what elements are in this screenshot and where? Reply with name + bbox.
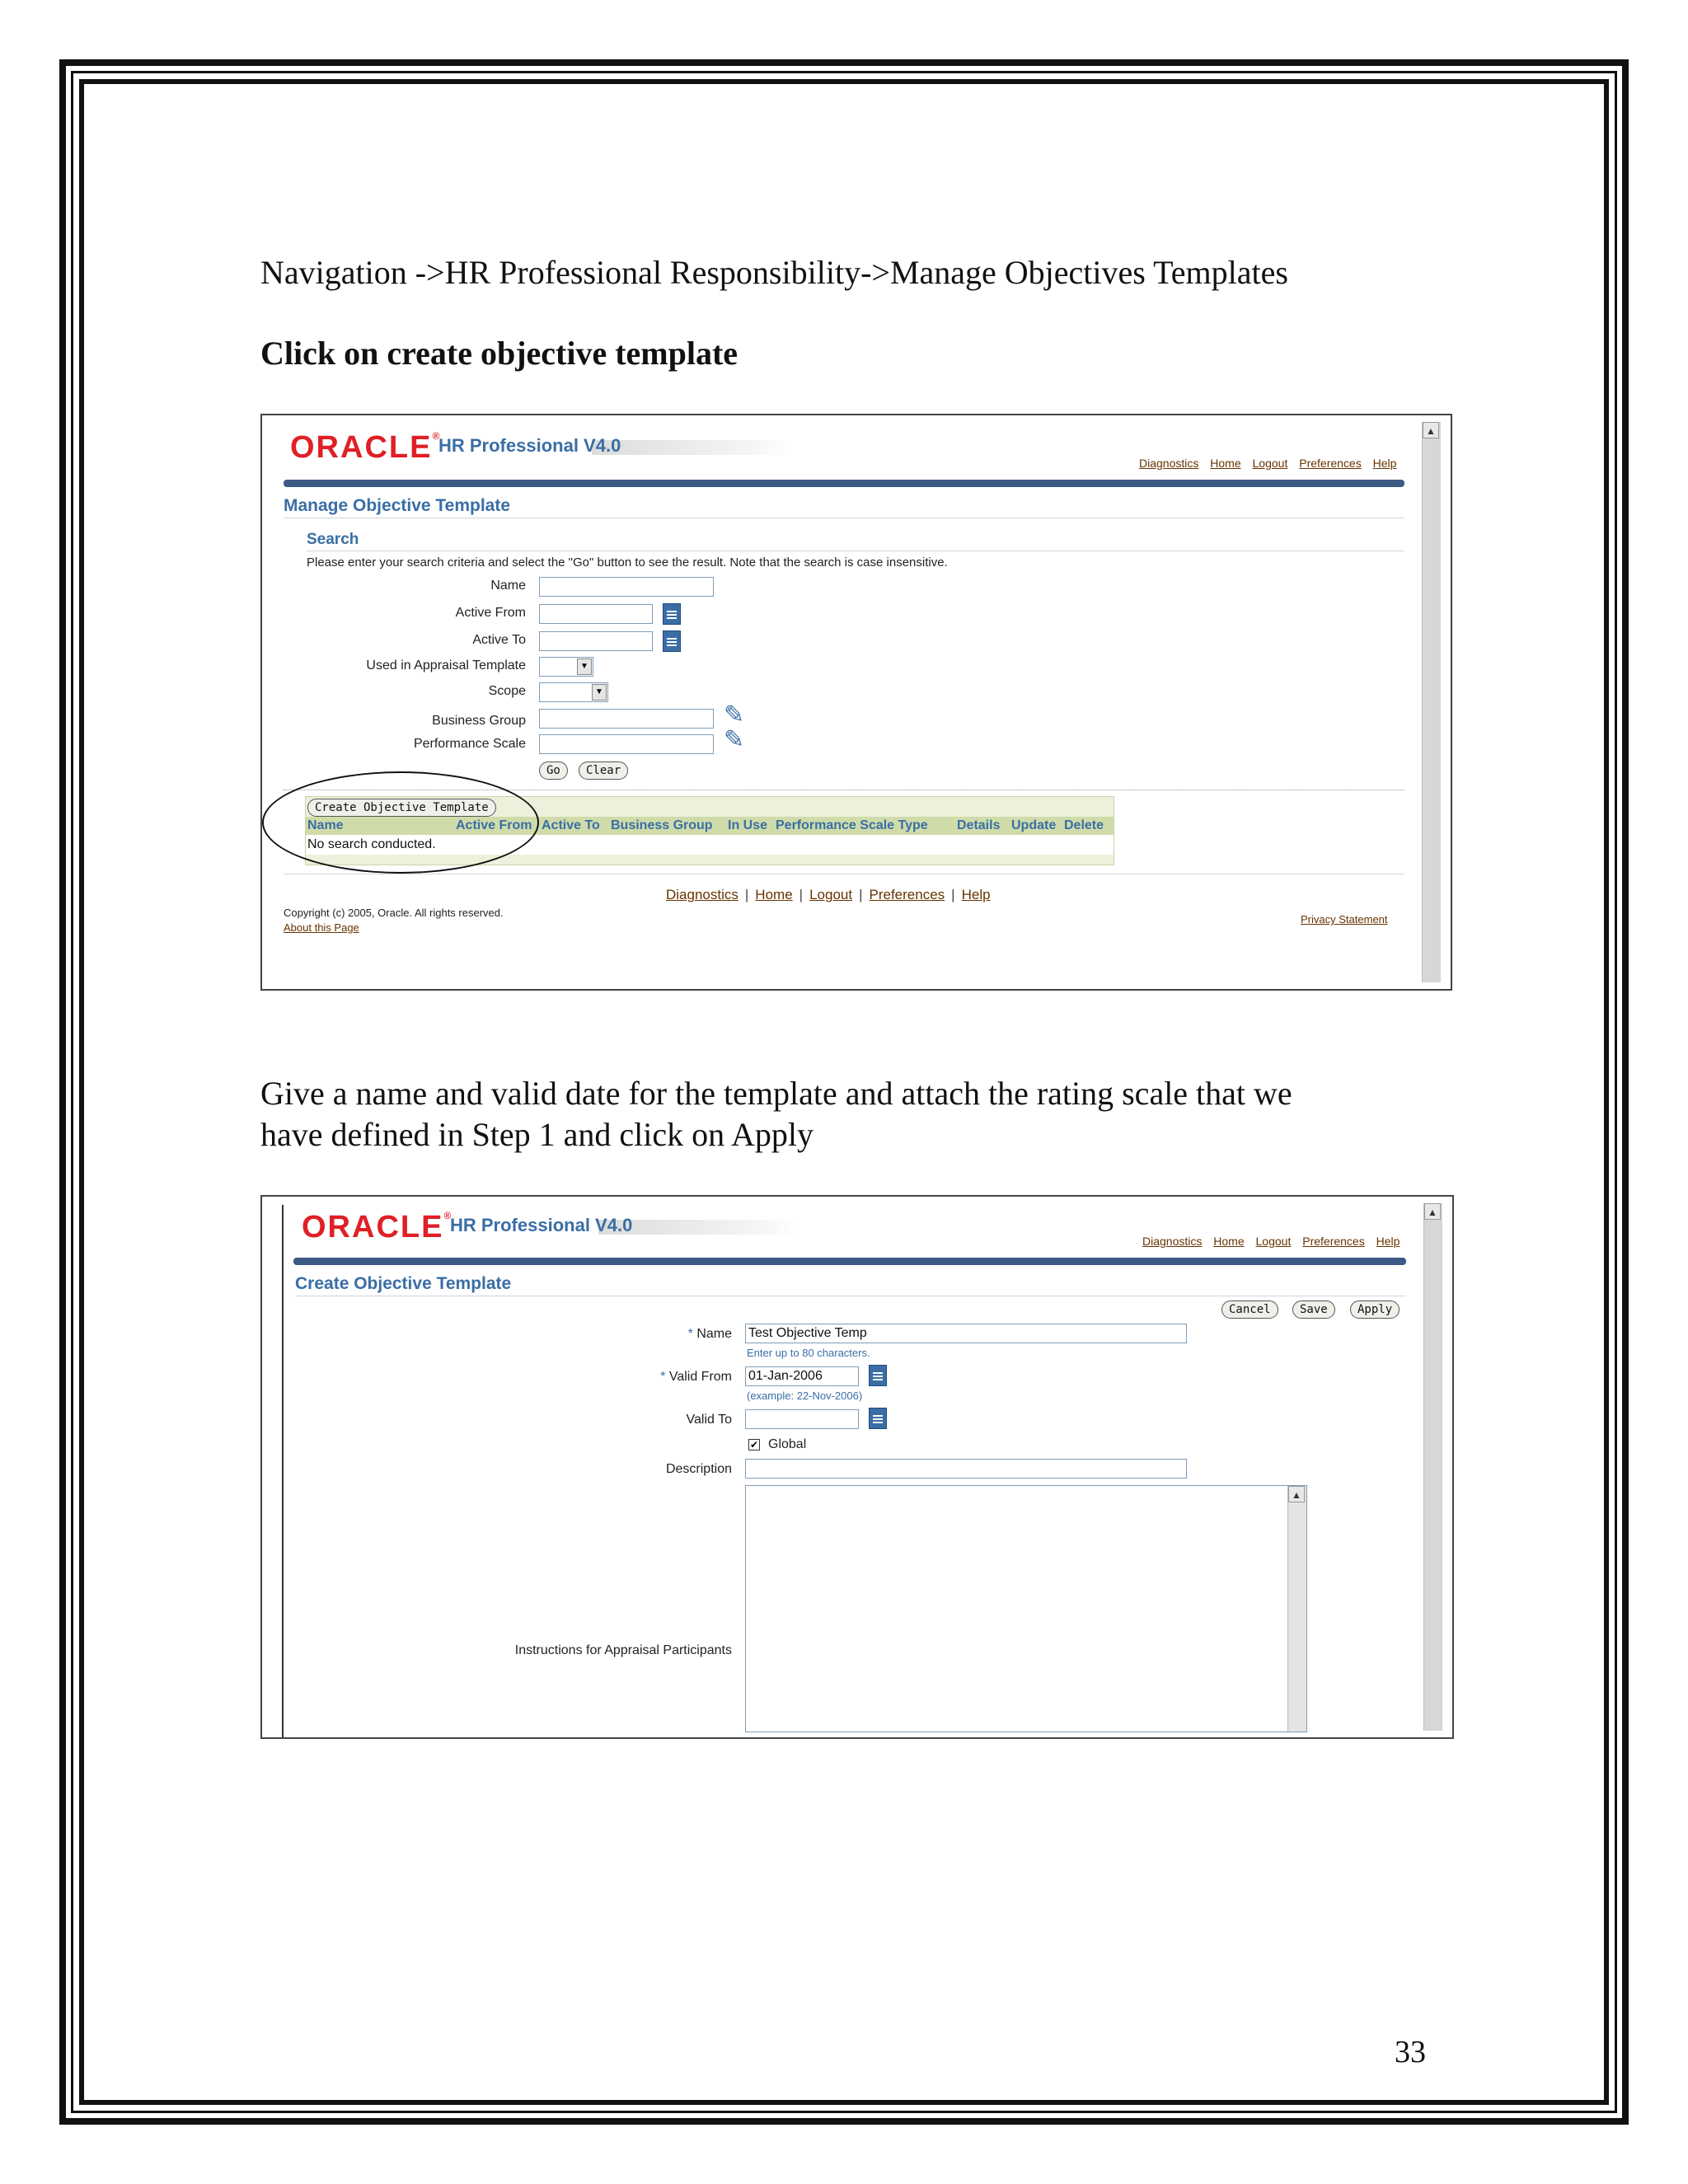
footer-links: Diagnostics | Home | Logout | Preferences | Help <box>666 887 991 902</box>
help-link[interactable]: Help <box>1376 1235 1400 1248</box>
search-section-title: Search <box>307 531 359 548</box>
global-label: Global <box>768 1437 807 1451</box>
page-title: Manage Objective Template <box>284 496 511 515</box>
clear-button[interactable]: Clear <box>579 762 628 780</box>
textarea-scrollbar[interactable] <box>1287 1486 1306 1732</box>
step-heading-create-template: Click on create objective template <box>260 335 738 372</box>
valid-from-hint: (example: 22-Nov-2006) <box>747 1390 863 1402</box>
page-title: Create Objective Template <box>295 1274 512 1293</box>
product-name-fade <box>592 440 790 455</box>
no-search-message: No search conducted. <box>307 837 436 851</box>
performance-scale-search-flashlight-icon[interactable]: ✎ <box>724 726 745 753</box>
dropdown-arrow-icon: ▼ <box>577 658 592 675</box>
highlight-circle-annotation <box>262 771 539 874</box>
footer-home-link[interactable]: Home <box>755 887 793 902</box>
active-from-input[interactable] <box>539 604 653 624</box>
vertical-scrollbar[interactable] <box>1423 1203 1442 1731</box>
column-header-name[interactable]: Name <box>307 818 344 832</box>
oracle-logo: ORACLE® <box>302 1210 453 1244</box>
screenshot-create-objective-template <box>260 1195 1454 1739</box>
global-links <box>1134 1235 1400 1248</box>
vertical-scrollbar[interactable] <box>1422 422 1441 982</box>
footer-preferences-link[interactable]: Preferences <box>869 887 945 902</box>
valid-from-input[interactable]: 01-Jan-2006 <box>745 1366 859 1386</box>
screenshot-manage-objective-template <box>260 414 1452 991</box>
active-to-calendar-icon[interactable] <box>663 630 681 652</box>
description-input[interactable] <box>745 1459 1187 1479</box>
about-this-page-link[interactable]: About this Page <box>284 921 359 934</box>
instructions-textarea[interactable] <box>745 1485 1307 1732</box>
logout-link[interactable]: Logout <box>1252 457 1288 470</box>
column-header-update[interactable]: Update <box>1011 818 1057 832</box>
apply-button[interactable]: Apply <box>1350 1301 1400 1319</box>
home-link[interactable]: Home <box>1213 1235 1245 1248</box>
column-header-details[interactable]: Details <box>957 818 1001 832</box>
valid-from-calendar-icon[interactable] <box>869 1365 887 1386</box>
create-objective-template-button[interactable]: Create Objective Template <box>307 799 496 817</box>
used-in-appraisal-select[interactable] <box>539 657 593 677</box>
active-from-calendar-icon[interactable] <box>663 603 681 625</box>
valid-to-input[interactable] <box>745 1409 859 1429</box>
name-input[interactable]: Test Objective Temp <box>745 1324 1187 1343</box>
step-instruction-line-1: Give a name and valid date for the template and attach the rating scale that we <box>260 1075 1292 1112</box>
column-header-active-from[interactable]: Active From <box>456 818 532 832</box>
scope-label: Scope <box>488 684 526 698</box>
step-instruction-line-2: have defined in Step 1 and click on Apply <box>260 1116 814 1153</box>
preferences-link[interactable]: Preferences <box>1299 457 1362 470</box>
cancel-button[interactable]: Cancel <box>1221 1301 1278 1319</box>
navigation-path-text: Navigation ->HR Professional Responsibility->Manage Objectives Templates <box>260 254 1288 291</box>
used-in-appraisal-label: Used in Appraisal Template <box>366 658 526 673</box>
description-label: Description <box>665 1462 732 1476</box>
business-group-label: Business Group <box>432 714 526 728</box>
required-indicator-icon: * <box>660 1370 666 1384</box>
window-left-edge <box>282 1205 284 1737</box>
name-hint: Enter up to 80 characters. <box>747 1347 870 1359</box>
global-links <box>1131 457 1396 470</box>
name-input[interactable] <box>539 577 714 597</box>
product-name: HR Professional V4.0 <box>450 1215 633 1235</box>
save-button[interactable]: Save <box>1292 1301 1335 1319</box>
scroll-up-arrow-icon[interactable]: ▲ <box>1423 422 1439 438</box>
home-link[interactable]: Home <box>1210 457 1241 470</box>
logout-link[interactable]: Logout <box>1255 1235 1292 1248</box>
diagnostics-link[interactable]: Diagnostics <box>1142 1235 1203 1248</box>
dropdown-arrow-icon: ▼ <box>592 684 607 701</box>
scroll-up-arrow-icon[interactable]: ▲ <box>1424 1203 1441 1220</box>
go-button[interactable]: Go <box>539 762 568 780</box>
performance-scale-input[interactable] <box>539 734 714 754</box>
valid-to-calendar-icon[interactable] <box>869 1408 887 1429</box>
header-band <box>284 480 1404 487</box>
footer-logout-link[interactable]: Logout <box>809 887 853 902</box>
help-link[interactable]: Help <box>1372 457 1397 470</box>
page-number: 33 <box>1395 2035 1426 2069</box>
active-to-label: Active To <box>472 633 526 647</box>
oracle-logo: ORACLE® <box>290 430 442 465</box>
column-header-performance-scale-type[interactable]: Performance Scale Type <box>776 818 928 832</box>
valid-from-label: * Valid From <box>660 1370 732 1384</box>
performance-scale-label: Performance Scale <box>413 737 526 751</box>
valid-to-label: Valid To <box>686 1413 732 1427</box>
column-header-business-group[interactable]: Business Group <box>611 818 713 832</box>
business-group-search-flashlight-icon[interactable]: ✎ <box>724 701 745 729</box>
privacy-statement-link[interactable]: Privacy Statement <box>1301 913 1388 926</box>
footer-help-link[interactable]: Help <box>961 887 991 902</box>
column-header-delete[interactable]: Delete <box>1064 818 1104 832</box>
name-label: * Name <box>687 1327 732 1341</box>
column-header-in-use[interactable]: In Use <box>728 818 768 832</box>
scroll-up-arrow-icon[interactable]: ▲ <box>1288 1486 1305 1502</box>
search-instructions: Please enter your search criteria and select the "Go" button to see the result. Note that the search is case insensitive. <box>307 555 948 569</box>
name-label: Name <box>490 579 526 593</box>
header-band <box>293 1258 1406 1265</box>
active-to-input[interactable] <box>539 631 653 651</box>
footer-diagnostics-link[interactable]: Diagnostics <box>666 887 738 902</box>
required-indicator-icon: * <box>687 1327 693 1341</box>
scope-select[interactable] <box>539 682 608 702</box>
active-from-label: Active From <box>455 606 526 620</box>
column-header-active-to[interactable]: Active To <box>542 818 600 832</box>
copyright-text: Copyright (c) 2005, Oracle. All rights reserved. <box>284 907 504 919</box>
diagnostics-link[interactable]: Diagnostics <box>1139 457 1199 470</box>
global-checkbox[interactable]: ✔ <box>749 1439 759 1451</box>
business-group-input[interactable] <box>539 709 714 729</box>
preferences-link[interactable]: Preferences <box>1302 1235 1365 1248</box>
instructions-label: Instructions for Appraisal Participants <box>514 1643 732 1657</box>
product-name: HR Professional V4.0 <box>438 435 621 456</box>
